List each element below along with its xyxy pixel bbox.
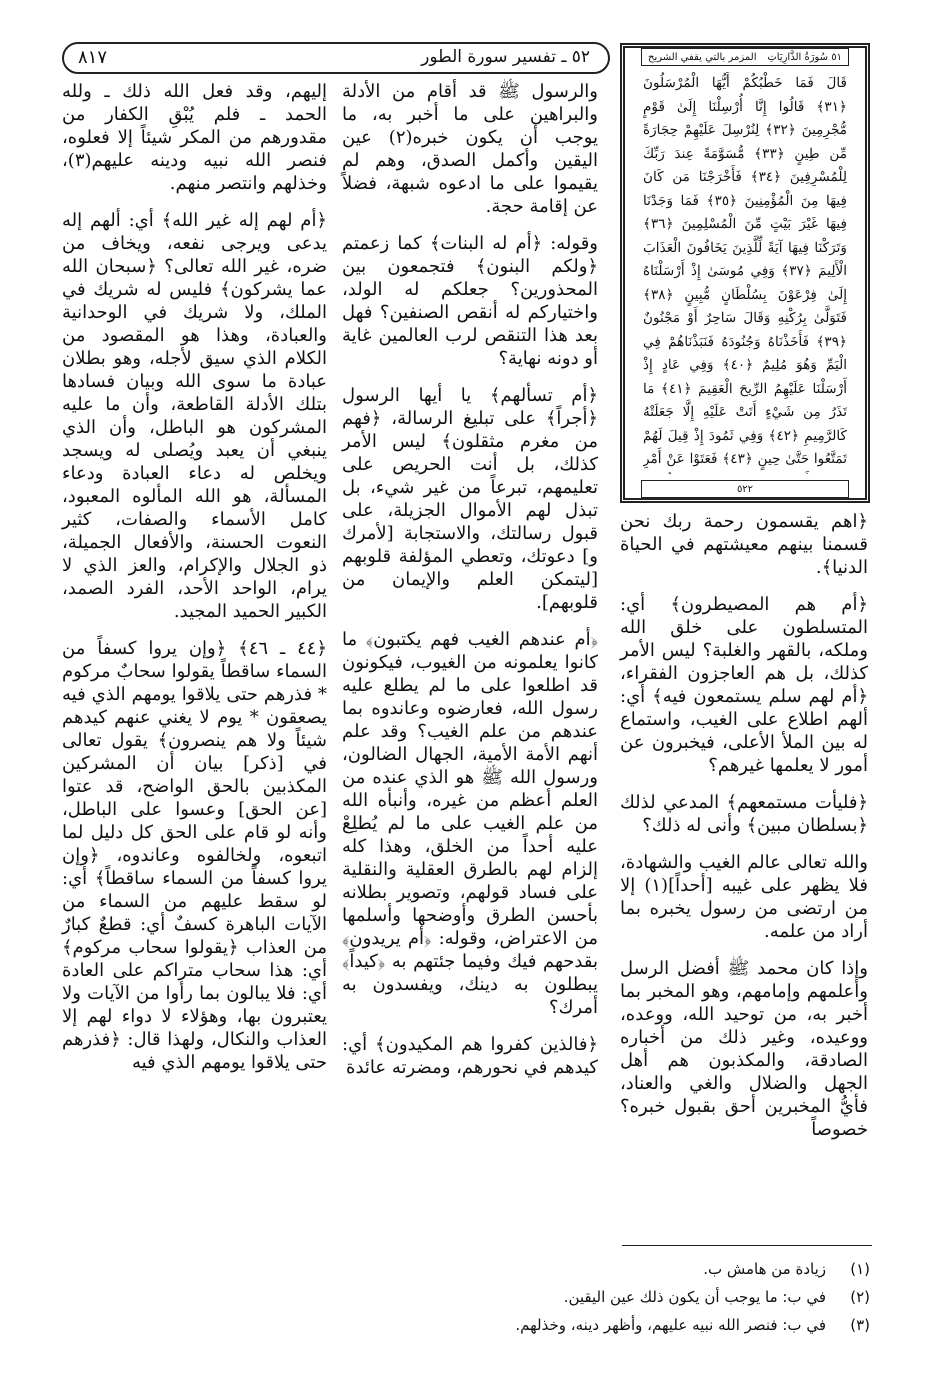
footnote-number: (٢): [850, 1288, 870, 1306]
footnote-number: (٣): [850, 1316, 870, 1334]
footnote-divider: [622, 1245, 872, 1246]
mushaf-page-number: ٥٢٢: [736, 483, 754, 495]
mushaf-verses: قَالَ فَمَا خَطْبُكُمْ أَيُّهَا الْمُرْسَلُونَ ﴿٣١﴾ قَالُوا إِنَّا أُرْسِلْنَا إِلَىٰ قَوْمٍ مُّجْرِمِينَ ﴿٣٢﴾ لِنُرْسِلَ عَلَيْهِمْ حِجَارَةً مِّن طِينٍ ﴿٣٣﴾ مُّسَوَّمَةً عِندَ رَبِّكَ لِلْمُسْرِفِينَ ﴿٣٤﴾ فَأَخْرَجْنَا مَن كَانَ فِيهَا مِنَ الْمُؤْمِنِينَ ﴿٣٥﴾ فَمَا وَجَدْنَا فِيهَا غَيْرَ بَيْتٍ مِّنَ الْمُسْلِمِينَ ﴿٣٦﴾ وَتَرَكْنَا فِيهَا آيَةً لِّلَّذِينَ يَخَافُونَ الْعَذَابَ الْأَلِيمَ ﴿٣٧﴾ وَفِي مُوسَىٰ إِذْ أَرْسَلْنَاهُ إِلَىٰ فِرْعَوْنَ بِسُلْطَانٍ مُّبِينٍ ﴿٣٨﴾ فَتَوَلَّىٰ بِرُكْنِهِ وَقَالَ سَاحِرٌ أَوْ مَجْنُونٌ ﴿٣٩﴾ فَأَخَذْنَاهُ وَجُنُودَهُ فَنَبَذْنَاهُمْ فِي الْيَمِّ وَهُوَ مُلِيمٌ ﴿٤٠﴾ وَفِي عَادٍ إِذْ أَرْسَلْنَا عَلَيْهِمُ الرِّيحَ الْعَقِيمَ ﴿٤١﴾ مَا تَذَرُ مِن شَيْءٍ أَتَتْ عَلَيْهِ إِلَّا جَعَلَتْهُ كَالرَّمِيمِ ﴿٤٢﴾ وَفِي ثَمُودَ إِذْ قِيلَ لَهُمْ تَمَتَّعُوا حَتَّىٰ حِينٍ ﴿٤٣﴾ فَعَتَوْا عَنْ أَمْرِ: [643, 75, 847, 467]
footnote-text: زيادة من هامش ب.: [703, 1260, 826, 1278]
paragraph: ﴿أم عندهم الغيب فهم يكتبون﴾ ما كانوا يعلمونه من الغيوب، فيكونون قد اطلعوا على ما لم يطلع عليه رسول الله، فعارضوه وعاندوه بما عندهم من علم الغيب؟ وقد علم أنهم الأمة الأمية، الجهال الضالون، ورسول الله ﷺ هو الذي عنده من العلم أعظم من غيره، وأنبأه الله من علم الغيب على ما لم يُطلِعْ عليه أحداً من الخلق، وهذا كله إلزام لهم بالطرق العقلية والنقلية على فساد قولهم، وتصوير بطلانه بأحسن الطرق وأوضحها وأسلمها من الاعتراض، وقوله: ﴿أم يريدون﴾ بقدحهم فيك وفيما جئتهم به ﴿كيداً﴾ يبطلون به دينك، ويفسدون به أمرك؟: [342, 629, 598, 1018]
footnote: [330, 1283, 870, 1311]
mushaf-frame: [620, 43, 870, 503]
page-number: ٨١٧: [78, 47, 108, 68]
paragraph: ﴿أم لهم إله غير الله﴾ أي: ألهم إله يدعى ويرجى نفعه، ويخاف من ضره، غير الله تعالى؟ ﴿سبحان الله عما يشركون﴾ فليس له شريك في الملك، ولا شريك في الوحدانية والعبادة، وهذا هو المقصود من الكلام الذي سيق لأجله، وهو بطلان عبادة ما سوى الله وبيان فسادها بتلك الأدلة القاطعة، وأن ما عليه المشركون هو الباطل، وأن الذي ينبغي أن يعبد ويُصلى له ويسجد ويخلص له دعاء العبادة ودعاء المسألة، هو الله المألوه المعبود، كامل الأسماء والصفات، كثير النعوت الحسنة، والأفعال الجميلة، ذو الجلال والإكرام، والعز الذي لا يرام، الواحد الأحد، الفرد الصمد، الكبير الحميد المجيد.: [62, 210, 327, 622]
paragraph: ﴿أم تسألهم﴾ يا أيها الرسول ﴿أجراً﴾ على تبليغ الرسالة، ﴿فهم من مغرم مثقلون﴾ ليس الأمر كذلك، بل أنت الحريص على تعليمهم، تبرعاً من غير شيء، بل تبذل لهم الأموال الجزيلة، على قبول رسالتك، والاستجابة [لأمرك و] دعوتك، وتعطي المؤلفة قلوبهم [ليتمكن العلم والإيمان من قلوبهم].: [342, 385, 598, 613]
mushaf-top-bar: [641, 48, 849, 66]
column-middle: [342, 80, 598, 1093]
paragraph: وقوله: ﴿أم له البنات﴾ كما زعمتم ﴿ولكم البنون﴾ فتجمعون بين المحذورين؟ جعلكم له الولد، واختياركم له أنقص الصنفين؟ فهل بعد هذا التنقص لرب العالمين غاية أو دونه نهاية؟: [342, 233, 598, 369]
paragraph: ﴿اهم يقسمون رحمة ربك نحن قسمنا بينهم معيشتهم في الحياة الدنيا﴾.: [620, 511, 868, 578]
page-header-title: ٥٢ ـ تفسير سورة الطور: [421, 47, 590, 67]
paragraph: وإذا كان محمد ﷺ أفضل الرسل وأعلمهم وإمامهم، وهو المخبر بما أخبر به، من توحيد الله، ووعده، ووعيده، وغير ذلك من أخباره الصادقة، والمكذبون هم أهل الجهل والضلال والغي والعناد، فأيُّ المخبرين أحق بقبول خبره؟ خصوصاً: [620, 958, 868, 1140]
paragraph: ﴿٤٤ ـ ٤٦﴾ ﴿وإن يروا كسفاً من السماء ساقطاً يقولوا سحابٌ مركوم * فذرهم حتى يلاقوا يومهم الذي فيه يصعقون * يوم لا يغني عنهم كيدهم شيئاً ولا هم ينصرون﴾ يقول تعالى في [ذكر] بيان أن المشركين المكذبين بالحق الواضح، قد عتوا [عن الحق] وعسوا على الباطل، وأنه لو قام على الحق كل دليل لما اتبعوه، ولخالفوه وعاندوه، ﴿وإن يروا كسفاً من السماء ساقطاً﴾ أي: لو سقط عليهم من السماء من الآيات الباهرة كسفٌ أي: قطعٌ كبارٌ من العذاب ﴿يقولوا سحاب مركوم﴾ أي: هذا سحاب متراكم على العادة أي: فلا يبالون بما رأوا من الآيات ولا يعتبرون بها، وهؤلاء لا دواء لهم إلا العذاب والنكال، ولهذا قال: ﴿فذرهم حتى يلاقوا يومهم الذي فيه: [62, 638, 328, 1073]
paragraph: ﴿فالذين كفروا هم المكيدون﴾ أي: كيدهم في نحورهم، ومضرته عائدة: [342, 1034, 598, 1078]
paragraph: والرسول ﷺ قد أقام من الأدلة والبراهين على ما أخبر به، ما يوجب أن يكون خبره(٢) عين اليقين وأكمل الصدق، وهم لم يقيموا على ما ادعوه شبهة، فضلاً عن إقامة حجة.: [342, 81, 599, 217]
mushaf-bottom-bar: [641, 480, 849, 498]
page-header: [62, 42, 610, 74]
paragraph: إليهم، وقد فعل الله ذلك ـ ولله الحمد ـ فلم يُبْقِ الكفار من مقدورهم من المكر شيئاً إلا فعلوه، فنصر الله نبيه ودينه عليهم(٣)، وخذلهم وانتصر منهم.: [62, 81, 327, 194]
paragraph: والله تعالى عالم الغيب والشهادة، فلا يظهر على غيبه [أحداً](١) إلا من ارتضى من رسول يخبره بما أراد من علمه.: [620, 852, 868, 942]
paragraph: ﴿فليأت مستمعهم﴾ المدعي لذلك ﴿بسلطان مبين﴾ وأنى له ذلك؟: [620, 792, 868, 836]
footnote-number: (١): [850, 1260, 870, 1278]
footnote-text: في ب: فنصر الله نبيه عليهم، وأظهر دينه، وخذلهم.: [515, 1316, 826, 1334]
mushaf-surah-name: ٥١ سُورَةُ الذَّارِيَاتِ: [767, 51, 842, 63]
footnote: [330, 1311, 870, 1339]
paragraph: ﴿أم هم المصيطرون﴾ أي: المتسلطون على خلق الله وملكه، بالقهر والغلبة؟ ليس الأمر كذلك، بل هم العاجزون الفقراء، ﴿أم لهم سلم يستمعون فيه﴾ أي: ألهم اطلاع على الغيب، واستماع له بين الملأ الأعلى، فيخبرون عن أمور لا يعلمها غيرهم؟: [620, 594, 868, 776]
mushaf-juz-name: المزمر بالتي يقفي الشريح: [648, 51, 757, 63]
footnote: [330, 1255, 870, 1283]
column-left: [62, 80, 327, 1088]
footnotes: [330, 1255, 870, 1339]
column-right: [620, 510, 868, 1155]
footnote-text: في ب: ما يوجب أن يكون ذلك عين اليقين.: [563, 1288, 826, 1306]
